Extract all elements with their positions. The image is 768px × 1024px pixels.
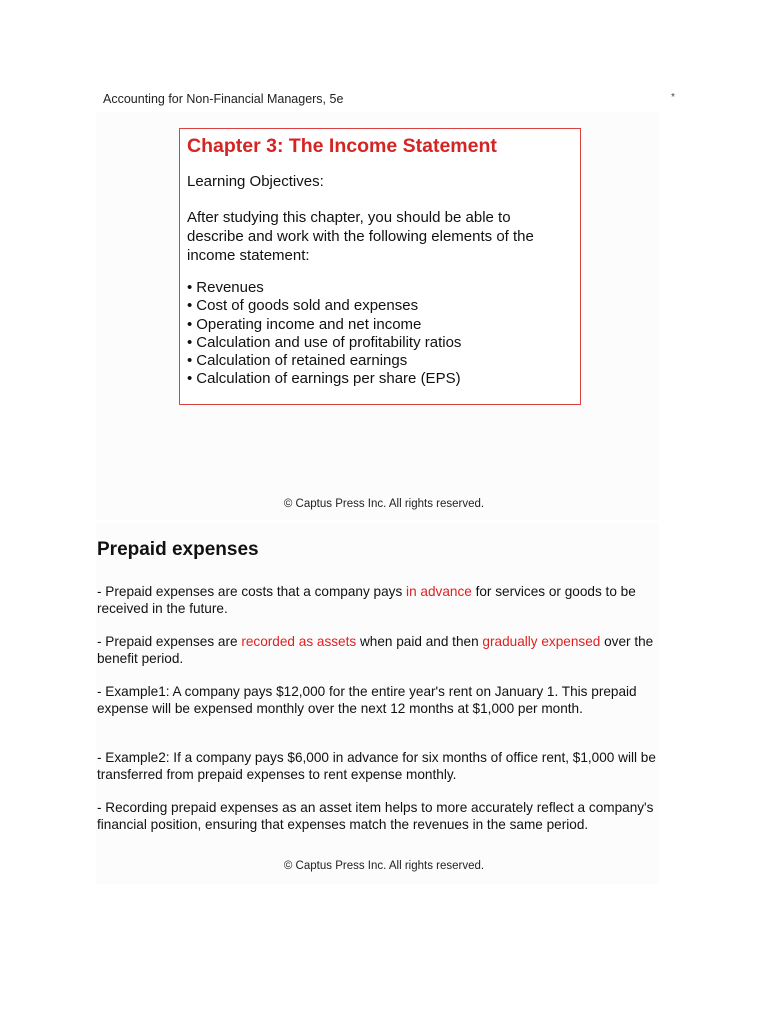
- highlight-recorded-as-assets: recorded as assets: [241, 634, 357, 649]
- text-segment: for services or goods to be received in the future.: [97, 584, 636, 616]
- learning-objectives-intro: After studying this chapter, you should be able to describe and work with the following elements of the income statement:: [187, 209, 534, 264]
- prepaid-expenses-title: Prepaid expenses: [97, 539, 259, 560]
- objective-item: • Revenues: [187, 279, 580, 297]
- learning-objectives-heading: Learning Objectives:: [187, 173, 324, 190]
- highlight-in-advance: in advance: [406, 584, 472, 599]
- text-segment: over the benefit period.: [97, 634, 654, 666]
- objective-item: • Calculation and use of profitability ratios: [187, 334, 580, 352]
- learning-objectives-box: [179, 128, 581, 405]
- paragraph-recording: [97, 633, 667, 667]
- paragraph-example1: - Example1: A company pays $12,000 for the entire year's rent on January 1. This prepaid expense will be expensed monthly over the next 12 months at $1,000 per month.: [97, 684, 637, 716]
- objective-item: • Calculation of earnings per share (EPS): [187, 370, 580, 388]
- document-header-title: Accounting for Non-Financial Managers, 5e: [103, 92, 344, 106]
- objective-item: • Operating income and net income: [187, 316, 580, 334]
- objective-item: • Cost of goods sold and expenses: [187, 297, 580, 315]
- slide1-copyright: © Captus Press Inc. All rights reserved.: [283, 498, 485, 510]
- objective-item: • Calculation of retained earnings: [187, 352, 580, 370]
- learning-objectives-list: [187, 279, 580, 389]
- text-segment: - Prepaid expenses are costs that a company pays: [97, 584, 407, 599]
- paragraph-summary: - Recording prepaid expenses as an asset item helps to more accurately reflect a company's financial position, ensuring that expenses match the revenues in the same period.: [97, 800, 654, 832]
- header-mark: *: [671, 92, 675, 103]
- slide2-copyright: © Captus Press Inc. All rights reserved.: [283, 860, 485, 872]
- paragraph-example2: - Example2: If a company pays $6,000 in advance for six months of office rent, $1,000 will be transferred from prepaid expenses to rent expense monthly.: [97, 750, 656, 782]
- chapter-title: Chapter 3: The Income Statement: [187, 135, 497, 157]
- highlight-gradually-expensed: gradually expensed: [482, 634, 601, 649]
- text-segment: when paid and then: [356, 634, 483, 649]
- paragraph-definition: [97, 583, 667, 617]
- text-segment: - Prepaid expenses are: [97, 634, 242, 649]
